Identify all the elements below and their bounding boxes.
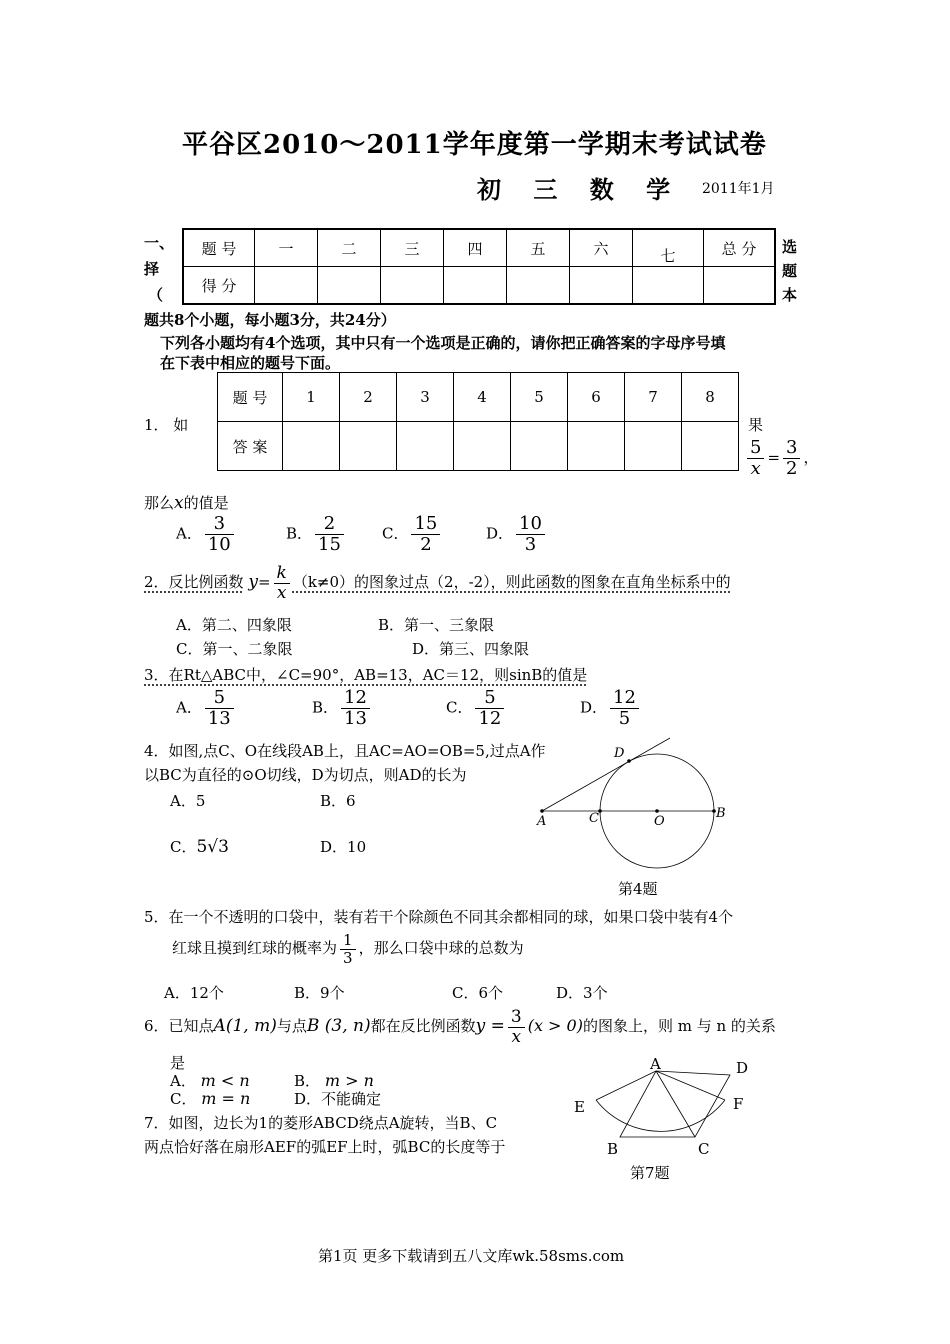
q1-option-b xyxy=(286,514,347,555)
q7-line2: 两点恰好落在扇形AEF的弧EF上时，弧BC的长度等于 xyxy=(144,1138,506,1156)
q1-eq-left-den: x xyxy=(750,457,761,479)
section-instruction-2: 在下表中相应的题号下面。 xyxy=(160,354,341,372)
page-title: 平谷区2010～2011学年度第一学期末考试试卷 xyxy=(182,130,767,160)
option-den: 10 xyxy=(207,533,231,555)
q4-label-b: B xyxy=(716,806,726,821)
q2-option-b: B．第一、三象限 xyxy=(378,616,495,634)
score-cell[interactable] xyxy=(381,267,444,305)
q4-option-c xyxy=(170,836,229,857)
option-num: 15 xyxy=(411,514,440,535)
section-points-line: 题共8个小题，每小题3分，共24分） xyxy=(144,311,396,329)
answer-header-cell: 3 xyxy=(397,373,454,422)
score-header-cell: 二 xyxy=(318,229,381,267)
score-header-cell: 四 xyxy=(444,229,507,267)
score-cell[interactable] xyxy=(444,267,507,305)
option-label: A． xyxy=(176,524,202,543)
section-heading-right-c: 本 xyxy=(782,286,798,304)
answer-cell[interactable] xyxy=(511,422,568,471)
answer-table xyxy=(217,372,739,471)
q1-option-d xyxy=(486,514,548,555)
q1-eq-right-den: 2 xyxy=(786,457,798,479)
option-label: D． xyxy=(580,698,608,717)
option-value: m = n xyxy=(201,1089,251,1108)
answer-header-cell: 7 xyxy=(625,373,682,422)
q1-line2-a: 那么 xyxy=(144,494,175,512)
q7-label-f: F xyxy=(733,1095,744,1113)
q6-stem xyxy=(144,1008,776,1046)
q6-func: y = xyxy=(475,1016,505,1037)
rhombus-abcd xyxy=(620,1071,730,1137)
option-label: B． xyxy=(312,698,339,717)
answer-cell[interactable] xyxy=(283,422,340,471)
q7-line1: 7．如图，边长为1的菱形ABCD绕点A旋转，当B、C xyxy=(144,1114,498,1132)
q6-text-a: 6．已知点 xyxy=(144,1017,214,1036)
option-den: 3 xyxy=(524,533,537,555)
q4-label-d: D xyxy=(614,746,625,761)
q6-num: 3 xyxy=(508,1008,525,1028)
q2-option-a: A．第二、四象限 xyxy=(176,616,292,634)
option-num: 5 xyxy=(205,688,234,709)
q7-label-d: D xyxy=(736,1059,749,1077)
q5-line1: 5．在一个不透明的口袋中，装有若干个除颜色不同其余都相同的球，如果口袋中装有4个 xyxy=(144,908,734,926)
q1-var: x xyxy=(174,493,184,513)
q6-text-c: 都在反比例函数 xyxy=(370,1017,476,1036)
option-num: 5 xyxy=(475,688,504,709)
q2-y: y xyxy=(248,572,258,593)
answer-header-cell: 6 xyxy=(568,373,625,422)
section-heading-right-b: 题 xyxy=(782,262,798,280)
point-a xyxy=(540,809,544,813)
q3-stem: 3．在Rt△ABC中，∠C=90°，AB=13，AC＝12，则sinB的值是 xyxy=(144,666,588,684)
score-header-cell: 三 xyxy=(381,229,444,267)
q6-text-d: 的图象上，则 m 与 n 的关系 xyxy=(582,1017,776,1036)
arc-ef xyxy=(596,1100,725,1131)
option-value: m < n xyxy=(200,1071,250,1090)
q6-option-c xyxy=(170,1088,250,1109)
q2-text-b: （k≠0）的图象过点（2，-2），则此函数的图象在直角坐标系中的 xyxy=(292,573,731,592)
q5-option-d: D．3个 xyxy=(556,984,608,1002)
q2-k: k xyxy=(274,564,290,584)
q7-label-e: E xyxy=(574,1098,585,1116)
q1-option-a xyxy=(176,514,237,555)
score-cell[interactable] xyxy=(633,267,704,305)
q1-eq-left-num: 5 xyxy=(747,438,764,459)
score-cell[interactable] xyxy=(255,267,318,305)
q1-line2-b: 的值是 xyxy=(183,494,229,512)
radius-af xyxy=(656,1071,725,1100)
q4-option-a: A．5 xyxy=(170,792,206,810)
answer-cell[interactable] xyxy=(625,422,682,471)
q7-label-a: A xyxy=(650,1055,661,1073)
answer-cell[interactable] xyxy=(397,422,454,471)
q4-line1: 4．如图,点C、O在线段AB上，且AC=AO=OB=5,过点A作 xyxy=(144,742,546,760)
answer-cell[interactable] xyxy=(454,422,511,471)
answer-cell[interactable] xyxy=(682,422,739,471)
q5-line2-b: ，那么口袋中球的总数为 xyxy=(358,939,524,957)
point-o xyxy=(655,809,659,813)
q6-point-a: A(1, m) xyxy=(213,1016,277,1037)
section-heading-right-a: 选 xyxy=(782,238,798,256)
section-heading-left-b: 择 xyxy=(144,260,160,278)
q7-label-b: B xyxy=(607,1140,619,1158)
option-num: 12 xyxy=(341,688,370,709)
q5-line2 xyxy=(172,932,524,966)
q3-option-b xyxy=(312,688,373,729)
q1-eq-right-num: 3 xyxy=(783,438,800,459)
answer-row-label: 答 案 xyxy=(218,422,283,471)
answer-header-cell: 1 xyxy=(283,373,340,422)
q3-option-a xyxy=(176,688,237,729)
option-num: 3 xyxy=(205,514,234,535)
option-num: 12 xyxy=(610,688,639,709)
q7-figure-caption: 第7题 xyxy=(630,1164,670,1182)
q7-figure xyxy=(580,1060,750,1150)
point-d xyxy=(627,759,631,763)
q4-label-o: O xyxy=(654,814,665,829)
answer-table-answer-row xyxy=(218,422,739,471)
option-label: B． xyxy=(294,1072,321,1090)
score-table-header-row xyxy=(183,229,775,267)
score-header-cell: 七 xyxy=(633,229,704,267)
score-cell[interactable] xyxy=(507,267,570,305)
score-cell[interactable] xyxy=(318,267,381,305)
answer-header-cell: 2 xyxy=(340,373,397,422)
score-cell[interactable] xyxy=(704,267,776,305)
option-label: B． xyxy=(286,524,313,543)
answer-header-cell: 5 xyxy=(511,373,568,422)
q1-eq-sign: = xyxy=(767,448,781,467)
q4-line2: 以BC为直径的⊙O切线，D为切点，则AD的长为 xyxy=(144,766,467,784)
q3-option-d xyxy=(580,688,642,729)
q2-x: x xyxy=(276,582,287,603)
q6-cond: (x > 0) xyxy=(527,1016,583,1036)
q2-stem xyxy=(144,564,731,602)
page-footer: 第1页 更多下载请到五八文库wk.58sms.com xyxy=(318,1247,625,1265)
q2-option-d: D．第三、四象限 xyxy=(412,640,530,658)
q1-suffix: 果 xyxy=(748,416,764,434)
option-label: C． xyxy=(170,838,197,856)
q6-point-b: B (3, n) xyxy=(306,1016,371,1037)
q5-line2-a: 红球且摸到红球的概率为 xyxy=(172,939,338,957)
option-den: 13 xyxy=(344,707,367,729)
q5-num: 1 xyxy=(340,932,356,950)
q5-option-b: B．9个 xyxy=(294,984,345,1002)
answer-cell[interactable] xyxy=(340,422,397,471)
option-value: 5√3 xyxy=(196,837,229,857)
q3-option-c xyxy=(446,688,507,729)
q5-option-a: A．12个 xyxy=(164,984,224,1002)
answer-header-cell: 8 xyxy=(682,373,739,422)
option-den: 5 xyxy=(618,707,631,729)
option-num: 2 xyxy=(315,514,344,535)
score-cell[interactable] xyxy=(570,267,633,305)
option-den: 2 xyxy=(420,533,432,555)
section-instruction-1: 下列各小题均有4个选项，其中只有一个选项是正确的，请你把正确答案的字母序号填 xyxy=(160,334,726,352)
exam-date: 2011年1月 xyxy=(702,181,775,197)
section-heading-left-a: 一、 xyxy=(144,234,175,252)
q7-label-c: C xyxy=(698,1140,710,1158)
option-den: 15 xyxy=(318,533,341,555)
q4-option-d: D．10 xyxy=(320,838,367,856)
option-num: 10 xyxy=(516,514,545,535)
q6-line2: 是 xyxy=(170,1054,186,1072)
q6-text-b: 与点 xyxy=(276,1017,307,1036)
option-value: m > n xyxy=(324,1071,374,1090)
q5-den: 3 xyxy=(343,948,353,967)
option-label: C． xyxy=(382,524,409,543)
q5-option-c: C．6个 xyxy=(452,984,504,1002)
q6-option-d: D．不能确定 xyxy=(294,1090,382,1108)
score-header-cell: 一 xyxy=(255,229,318,267)
diagonal-ac xyxy=(656,1071,695,1137)
q1-eq-comma: ， xyxy=(803,448,819,467)
option-label: C． xyxy=(170,1090,197,1108)
option-label: A． xyxy=(176,698,202,717)
q4-label-a: A xyxy=(537,814,547,829)
tangent-line xyxy=(542,738,670,811)
q1-equation xyxy=(744,438,819,479)
answer-header-cell: 题 号 xyxy=(218,373,283,422)
option-den: 12 xyxy=(478,707,502,729)
q2-eq: = xyxy=(257,573,271,592)
q4-figure-caption: 第4题 xyxy=(618,880,658,898)
q2-text-a: 2．反比例函数 xyxy=(144,573,244,592)
answer-cell[interactable] xyxy=(568,422,625,471)
answer-table-header-row xyxy=(218,373,739,422)
q1-option-c xyxy=(382,514,443,555)
q6-den: x xyxy=(511,1026,522,1047)
score-header-cell: 总 分 xyxy=(704,229,776,267)
page-subtitle: 初 三 数 学 xyxy=(477,175,683,204)
option-den: 13 xyxy=(207,707,231,729)
q4-figure xyxy=(530,730,730,870)
option-label: D． xyxy=(486,524,514,543)
q4-label-c: C xyxy=(589,811,599,826)
option-label: A． xyxy=(170,1072,196,1090)
option-label: C． xyxy=(446,698,473,717)
score-row-label: 得 分 xyxy=(183,267,255,305)
score-header-cell: 六 xyxy=(570,229,633,267)
q2-option-c: C．第一、二象限 xyxy=(176,640,293,658)
answer-header-cell: 4 xyxy=(454,373,511,422)
section-heading-left-c: （ xyxy=(148,286,164,304)
q4-option-b: B．6 xyxy=(320,792,356,810)
score-table-score-row xyxy=(183,267,775,305)
score-header-cell: 题 号 xyxy=(183,229,255,267)
score-table xyxy=(182,228,776,305)
radius-ae xyxy=(596,1071,656,1100)
q1-line2 xyxy=(144,492,229,513)
q1-prefix: 1． 如 xyxy=(144,416,189,434)
score-header-cell: 五 xyxy=(507,229,570,267)
